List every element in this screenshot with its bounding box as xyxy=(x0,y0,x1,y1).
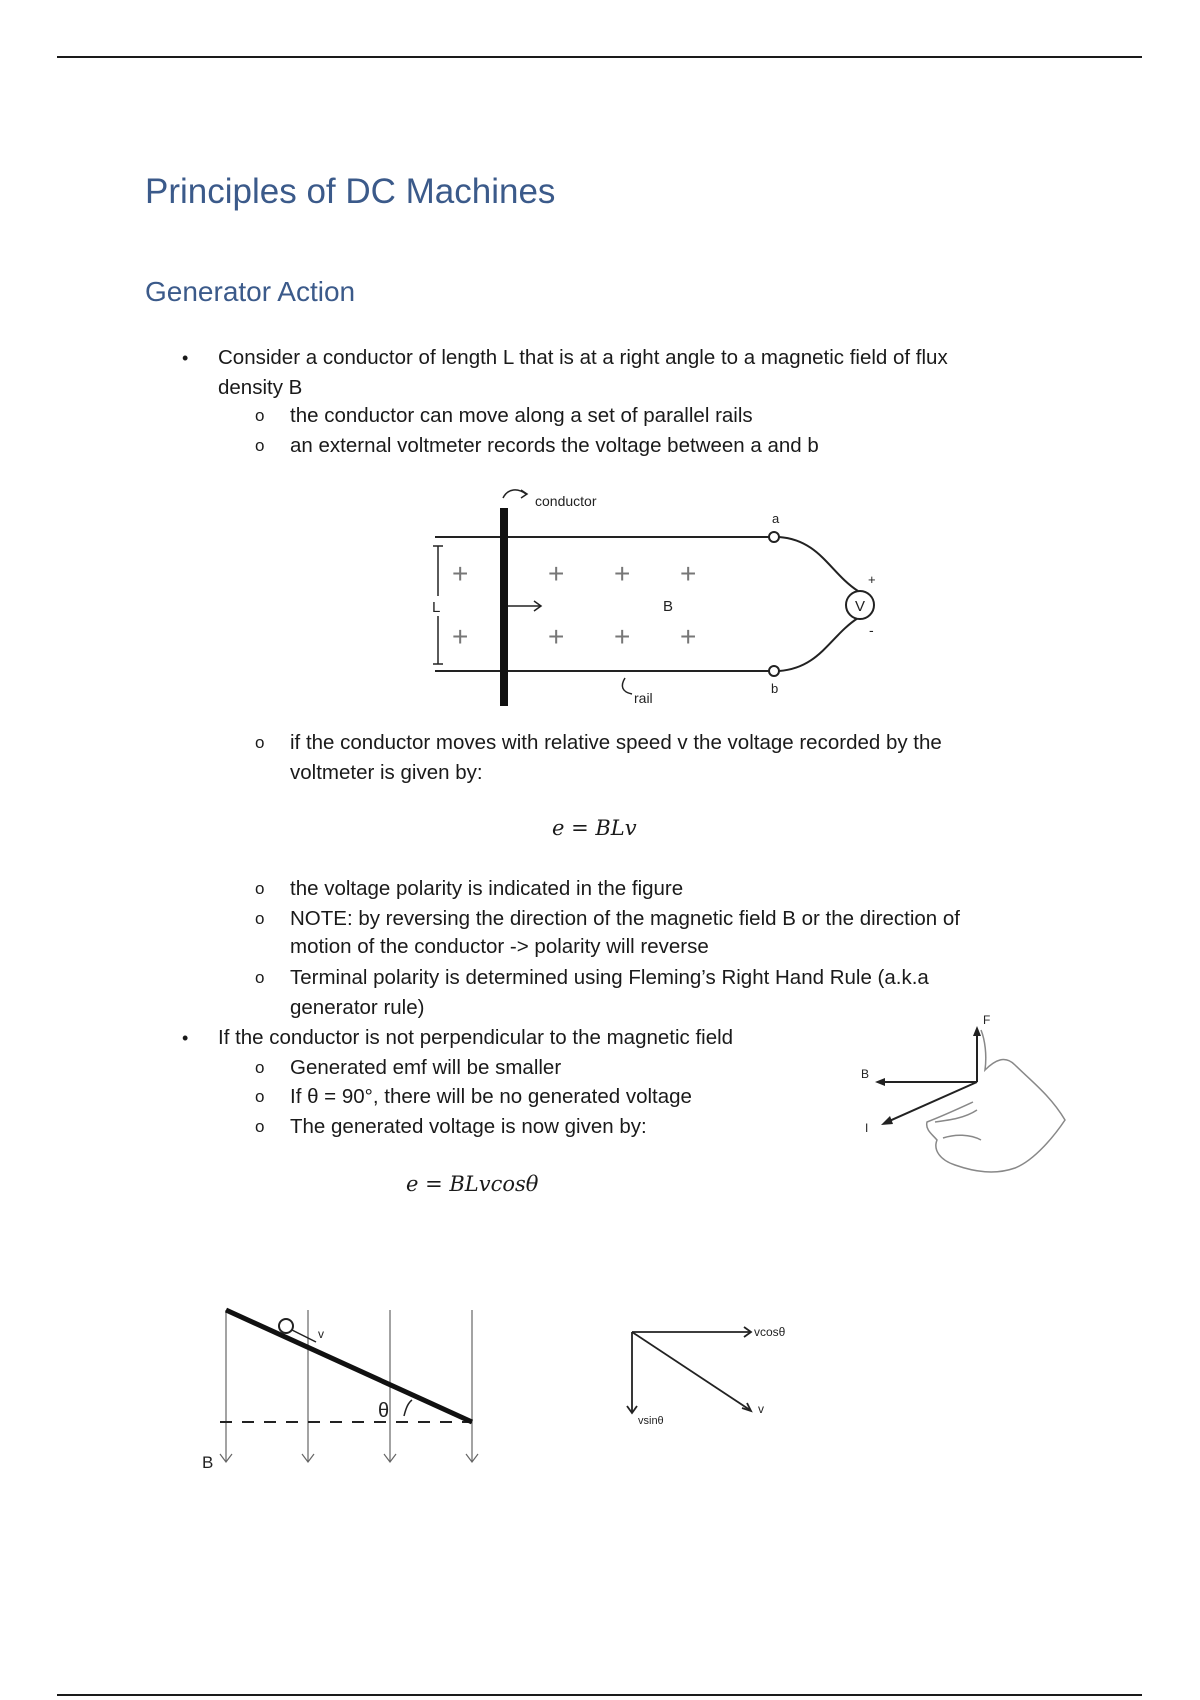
sub-bullet-marker: o xyxy=(255,879,265,898)
bullet-1-marker: • xyxy=(182,348,189,368)
top-rule xyxy=(57,56,1142,58)
equation-e-blv: e = BLv xyxy=(552,816,637,840)
inclined-conductor-figure xyxy=(200,1290,500,1475)
rail-pointer xyxy=(622,678,632,694)
terminal-a-label: a xyxy=(772,511,780,526)
svg-text:+: + xyxy=(614,621,631,652)
bullet-1-line-2: density B xyxy=(218,376,303,399)
sub-bullet-rails: the conductor can move along a set of parallel rails xyxy=(290,404,753,427)
speed-description-line-1: if the conductor moves with relative speed v the voltage recorded by the xyxy=(290,731,942,754)
field-lines xyxy=(220,1310,478,1462)
polarity-note: the voltage polarity is indicated in the figure xyxy=(290,877,684,900)
L-label: L xyxy=(432,599,441,616)
terminal-b xyxy=(769,666,779,676)
emf-smaller: Generated emf will be smaller xyxy=(290,1056,562,1079)
v-label: v xyxy=(318,1327,324,1341)
wire-to-voltmeter-top xyxy=(779,537,858,591)
section-heading: Generator Action xyxy=(145,276,356,307)
svg-text:+: + xyxy=(548,558,565,589)
moving-charge xyxy=(279,1319,293,1333)
field-markers xyxy=(452,558,696,652)
fleming-rule-line-2: generator rule) xyxy=(290,996,425,1019)
bullet-2-marker: • xyxy=(182,1028,189,1048)
wire-to-voltmeter-bottom xyxy=(779,618,858,671)
page-title: Principles of DC Machines xyxy=(145,172,556,211)
sub-bullet-marker: o xyxy=(255,406,265,425)
svg-text:+: + xyxy=(452,621,469,652)
sub-bullet-marker: o xyxy=(255,968,265,987)
svg-text:+: + xyxy=(614,558,631,589)
sub-bullet-voltmeter: an external voltmeter records the voltage between a and b xyxy=(290,434,819,457)
svg-text:+: + xyxy=(548,621,565,652)
hand-outline xyxy=(927,1030,1065,1172)
conductor-label: conductor xyxy=(535,493,597,509)
voltmeter-label: V xyxy=(854,598,866,615)
vsin-label: vsinθ xyxy=(638,1415,664,1427)
v-arrow xyxy=(632,1332,750,1410)
sub-bullet-marker: o xyxy=(255,1087,265,1106)
fleming-rule-line-1: Terminal polarity is determined using Fleming’s Right Hand Rule (a.k.a xyxy=(290,966,929,989)
bullet-2-line: If the conductor is not perpendicular to the magnetic field xyxy=(218,1026,734,1049)
v-resultant-label: v xyxy=(758,1402,764,1416)
svg-text:+: + xyxy=(680,558,697,589)
B-field-label: B xyxy=(663,598,674,615)
sub-bullet-marker: o xyxy=(255,733,265,752)
B-label: B xyxy=(202,1453,214,1472)
sub-bullet-marker: o xyxy=(255,436,265,455)
conductor-rails-figure xyxy=(380,478,900,718)
svg-text:+: + xyxy=(680,621,697,652)
sub-bullet-marker: o xyxy=(255,1058,265,1077)
velocity-components-figure xyxy=(620,1320,820,1440)
sub-bullet-marker: o xyxy=(255,909,265,928)
inclined-conductor xyxy=(226,1310,472,1422)
sub-bullet-marker: o xyxy=(255,1117,265,1136)
theta-label: θ xyxy=(378,1400,390,1422)
force-label: F xyxy=(983,1013,991,1027)
generated-voltage-intro: The generated voltage is now given by: xyxy=(290,1115,647,1138)
rail-label: rail xyxy=(634,690,653,706)
terminal-a xyxy=(769,532,779,542)
bottom-rule xyxy=(57,1694,1142,1696)
reverse-note-line-1: NOTE: by reversing the direction of the magnetic field B or the direction of xyxy=(290,907,960,930)
equation-e-blvcos: e = BLvcosθ xyxy=(406,1172,539,1196)
reverse-note-line-2: motion of the conductor -> polarity will reverse xyxy=(290,935,709,958)
voltmeter-plus: + xyxy=(868,572,876,587)
bullet-1-line-1: Consider a conductor of length L that is at a right angle to a magnetic field of flux xyxy=(218,346,948,369)
voltmeter-minus: - xyxy=(869,622,874,638)
terminal-b-label: b xyxy=(771,681,779,696)
vcos-label: vcosθ xyxy=(754,1325,786,1339)
right-hand-rule-figure xyxy=(855,1010,1075,1185)
speed-description-line-2: voltmeter is given by: xyxy=(290,761,483,784)
svg-text:+: + xyxy=(452,558,469,589)
current-label: I xyxy=(865,1121,869,1135)
field-label: B xyxy=(861,1067,870,1081)
theta-90-note: If θ = 90°, there will be no generated voltage xyxy=(290,1085,692,1108)
